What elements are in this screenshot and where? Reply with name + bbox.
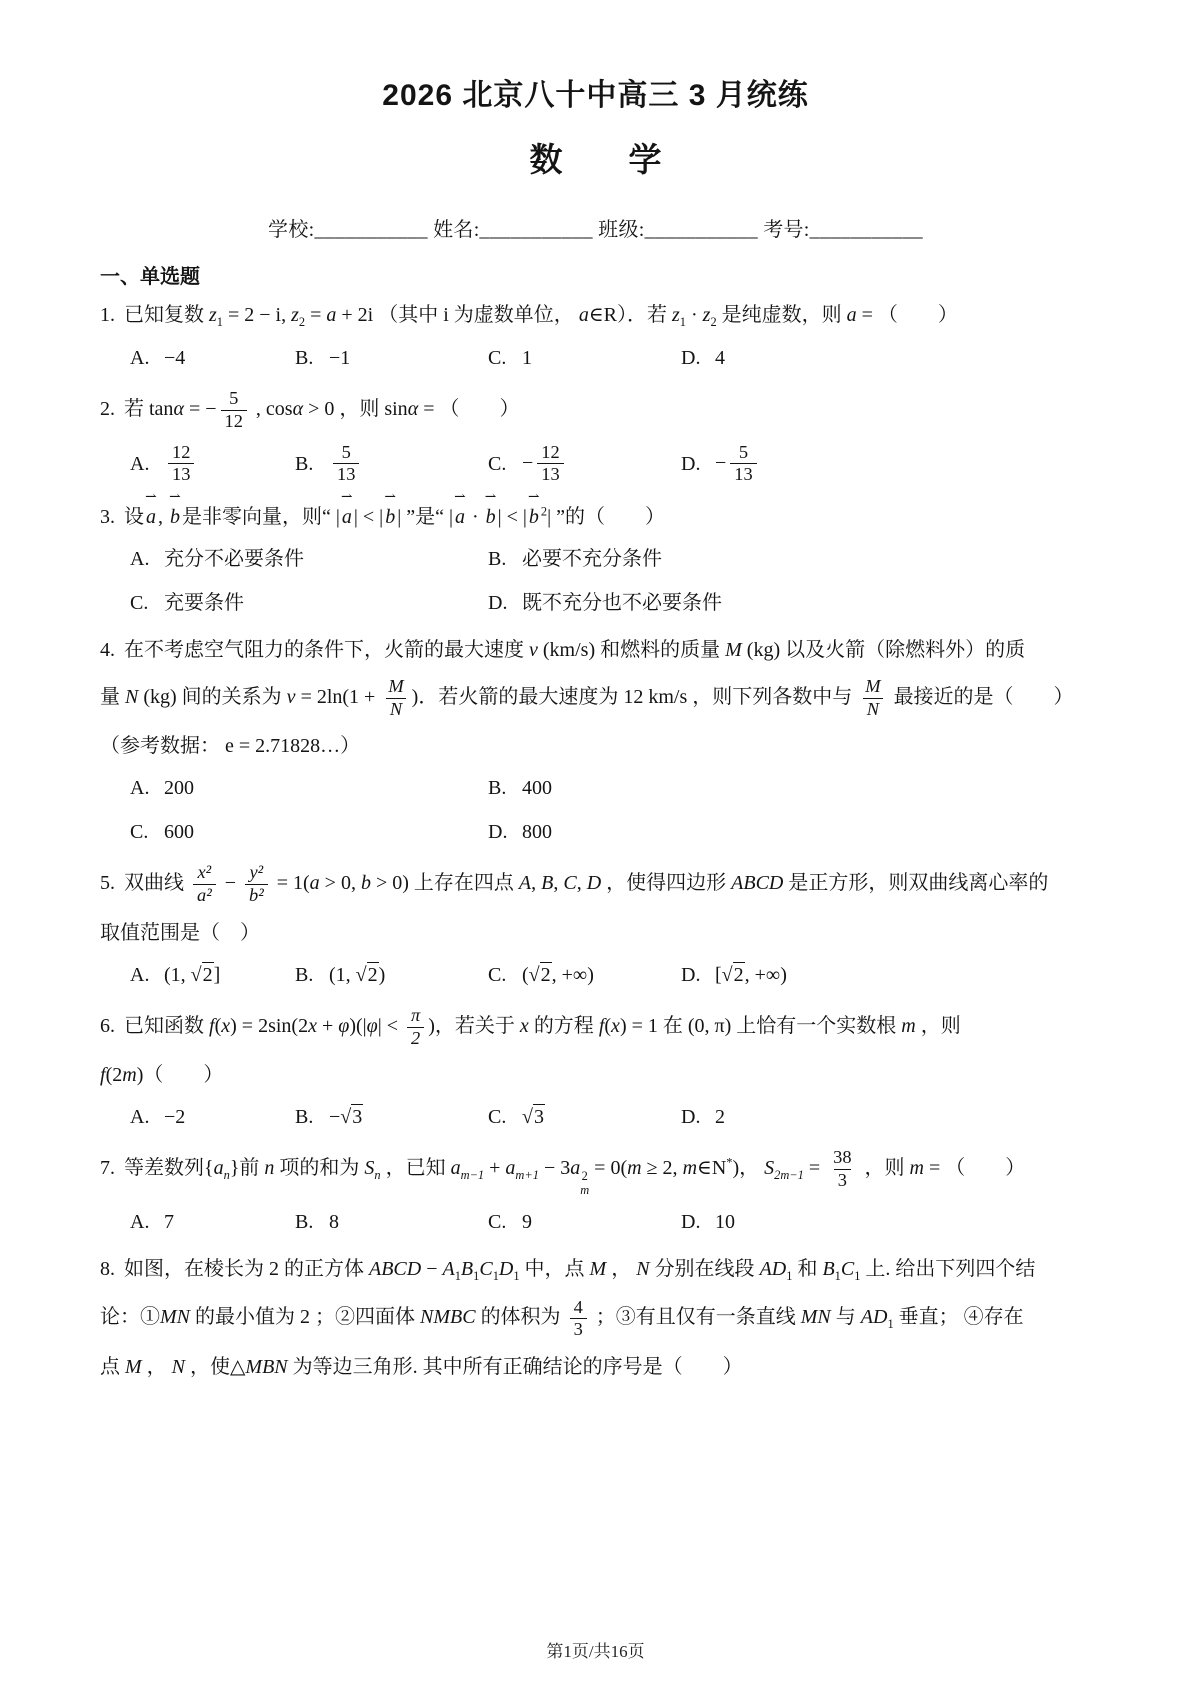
option-c — [488, 1206, 681, 1238]
option-label: D. — [681, 347, 701, 370]
option-text: √3 — [522, 1106, 544, 1129]
option-b — [488, 543, 1091, 575]
option-label: C. — [488, 347, 507, 370]
question-6 — [100, 1005, 1091, 1133]
option-a — [130, 543, 488, 575]
option-text: 7 — [164, 1211, 174, 1234]
option-text: 10 — [715, 1211, 735, 1234]
option-text: 200 — [164, 777, 194, 800]
question-6-options — [130, 1101, 1091, 1133]
option-label: B. — [488, 777, 507, 800]
option-text: 必要不充分条件 — [522, 547, 662, 570]
option-text: 4 — [715, 347, 725, 370]
option-label: C. — [488, 452, 507, 475]
question-8 — [100, 1252, 1091, 1384]
question-3-stem — [100, 490, 1091, 534]
option-label: D. — [488, 591, 508, 614]
question-5 — [100, 862, 1091, 990]
question-stem-text: 在不考虑空气阻力的条件下，火箭的最大速度 v (km/s) 和燃料的质量 M (kg) 以及火箭（除燃料外）的质 — [124, 638, 1026, 661]
question-1-options — [130, 342, 1091, 374]
option-label: C. — [130, 591, 149, 614]
option-b — [295, 342, 488, 374]
exam-title: 2026 北京八十中高三 3 月统练 — [382, 79, 809, 112]
option-text: [√2, +∞) — [715, 963, 787, 986]
question-stem-text: （参考数据： e = 2.71828…） — [100, 735, 361, 758]
question-6-stem-cont — [100, 1058, 1091, 1092]
option-d — [488, 816, 1091, 848]
question-stem-text: 取值范围是（ ） — [100, 921, 260, 944]
option-text: (√2, +∞) — [522, 963, 594, 986]
option-text: 充要条件 — [164, 591, 244, 614]
option-c — [488, 959, 681, 991]
option-d — [681, 959, 1091, 991]
option-label: A. — [130, 347, 150, 370]
option-label: D. — [681, 452, 701, 475]
question-2-stem — [100, 388, 1091, 432]
option-b — [488, 772, 1091, 804]
option-label: B. — [295, 347, 314, 370]
option-c — [488, 442, 681, 486]
option-c — [488, 1101, 681, 1133]
question-4-stem — [100, 633, 1091, 667]
option-text: − $\frac{12}{13}$ — [522, 442, 568, 486]
page-number: 第1页/共16页 — [546, 1642, 645, 1661]
option-a — [130, 1101, 295, 1133]
option-text: $\frac{5}{13}$ — [329, 442, 363, 486]
question-1 — [100, 298, 1091, 374]
option-label: A. — [130, 1211, 150, 1234]
section-heading: 一、单选题 — [100, 266, 200, 288]
option-text: − $\frac{5}{13}$ — [715, 442, 761, 486]
option-a — [130, 1206, 295, 1238]
question-6-stem — [100, 1005, 1091, 1049]
option-text: −2 — [164, 1106, 186, 1129]
question-stem-text: 量 N (kg) 间的关系为 v = 2ln(1 + $\frac{M}{N}$ )．若火箭的最大速度为 12 km/s ，则下列各数中与 $\frac{M}{N}$ 最接近的是（ ） — [100, 675, 1074, 719]
question-2 — [100, 388, 1091, 486]
option-text: 800 — [522, 821, 552, 844]
option-text: 既不充分也不必要条件 — [522, 591, 722, 614]
option-d — [681, 1101, 1091, 1133]
question-stem-text: f(2m)（ ） — [100, 1064, 224, 1087]
option-label: A. — [130, 777, 150, 800]
option-label: A. — [130, 1106, 150, 1129]
question-2-options — [130, 442, 1091, 486]
option-label: A. — [130, 452, 150, 475]
option-text: 600 — [164, 821, 194, 844]
option-text: −1 — [329, 347, 351, 370]
option-text: 400 — [522, 777, 552, 800]
question-7-stem — [100, 1147, 1091, 1197]
question-number: 6. — [100, 1014, 115, 1037]
option-c — [488, 342, 681, 374]
question-5-stem-cont — [100, 916, 1091, 950]
option-b — [295, 959, 488, 991]
option-text: $\frac{12}{13}$ — [164, 442, 198, 486]
question-8-stem — [100, 1252, 1091, 1287]
question-stem-text: 双曲线 $\frac{\text{x²}}{\text{a²}}$ − $\frac{\text{y²}}{\text{b²}}$ = 1(a > 0, b > 0) 上存在四点 A, B, C, D ，使得四边形 ABCD 是正方形，则双曲线离心率的 — [124, 862, 1049, 906]
question-stem-text: 点 M ， N ，使△MBN 为等边三角形. 其中所有正确结论的序号是（ ） — [100, 1355, 743, 1378]
option-a — [130, 442, 295, 486]
option-label: C. — [130, 821, 149, 844]
question-number: 3. — [100, 505, 115, 528]
option-text: −4 — [164, 347, 186, 370]
option-label: B. — [488, 547, 507, 570]
question-5-stem — [100, 862, 1091, 906]
student-info-line: 学校:___________ 姓名:___________ 班级:___________ 考号:___________ — [268, 219, 923, 241]
question-number: 5. — [100, 872, 115, 895]
question-stem-text: 已知函数 f(x) = 2sin(2x + φ)(|φ| < $\frac{\pi}{2}$ )，若关于 x 的方程 f(x) = 1 在 (0, π) 上恰有一个实数根 m ，则 — [124, 1004, 961, 1048]
option-text: 9 — [522, 1211, 532, 1234]
option-text: 充分不必要条件 — [164, 547, 304, 570]
question-number: 7. — [100, 1157, 115, 1180]
option-label: D. — [681, 1106, 701, 1129]
option-d — [488, 587, 1091, 619]
option-a — [130, 959, 295, 991]
question-number: 2. — [100, 397, 115, 420]
option-label: D. — [681, 963, 701, 986]
question-5-options — [130, 959, 1091, 991]
option-a — [130, 772, 488, 804]
question-7 — [100, 1147, 1091, 1238]
question-4-options — [130, 772, 1091, 848]
option-label: C. — [488, 1211, 507, 1234]
option-a — [130, 342, 295, 374]
option-text: −√3 — [329, 1106, 363, 1129]
option-label: C. — [488, 963, 507, 986]
question-stem-text: 已知复数 $z_1 = 2 - i$, $z_2 = a + 2i$ （其中 i 为虚数单位， a∈R）．若 $z_1 \cdot z_2$ 是纯虚数，则 a = （ ） — [124, 304, 958, 329]
option-d — [681, 1206, 1091, 1238]
question-3-options — [130, 543, 1091, 619]
question-number: 1. — [100, 304, 115, 326]
question-stem-text: 论：①MN 的最小值为 2 ；②四面体 NMBC 的体积为 $\frac{4}{3}$ ；③有且仅有一条直线 MN 与 $AD_1$ 垂直； ④存在 — [100, 1296, 1024, 1340]
option-text: (1, √2) — [329, 963, 386, 986]
option-text: 8 — [329, 1211, 339, 1234]
option-c — [130, 587, 488, 619]
option-label: D. — [681, 1211, 701, 1234]
question-4 — [100, 633, 1091, 848]
question-stem-text: 等差数列$\{a_n\}$前 n 项的和为 $S_n$ ，已知 $a_{m-1} + a_{m+1} - 3a$ 2 m = 0(m ≥ 2, m∈N*)， $S_{2m-1}$ = $\frac{38}{3}$ ，则 m = （ ） — [124, 1147, 1026, 1197]
option-label: A. — [130, 963, 150, 986]
question-stem-text: 若 tanα = − $\frac{5}{12}$ , cosα > 0 ，则 sinα = （ ） — [124, 388, 520, 431]
option-label: B. — [295, 963, 314, 986]
option-text: 1 — [522, 347, 532, 370]
question-4-stem-cont — [100, 676, 1091, 720]
question-8-stem-cont2 — [100, 1350, 1091, 1384]
question-stem-text: 如图，在棱长为 2 的正方体 ABCD − $A_1B_1C_1D_1$ 中，点 M ， N 分别在线段 $AD_1$ 和 $B_1C_1$ 上. 给出下列四个结 — [124, 1258, 1036, 1284]
question-4-reference-data — [100, 729, 1091, 763]
question-number: 4. — [100, 638, 115, 661]
question-number: 8. — [100, 1258, 115, 1281]
option-text: (1, √2] — [164, 963, 221, 986]
option-b — [295, 1101, 488, 1133]
option-label: B. — [295, 1106, 314, 1129]
question-8-stem-cont — [100, 1297, 1091, 1341]
option-label: C. — [488, 1106, 507, 1129]
option-b — [295, 1206, 488, 1238]
option-d — [681, 442, 1091, 486]
option-label: B. — [295, 452, 314, 475]
option-label: B. — [295, 1211, 314, 1234]
option-label: D. — [488, 821, 508, 844]
question-7-options — [130, 1206, 1091, 1238]
option-c — [130, 816, 488, 848]
option-text: 2 — [715, 1106, 725, 1129]
question-3 — [100, 490, 1091, 619]
option-d — [681, 342, 1091, 374]
option-label: A. — [130, 547, 150, 570]
subject-title: 数 学 — [529, 141, 662, 178]
question-1-stem — [100, 298, 1091, 333]
question-stem-text: 设 a ⇀ , b ⇀ 是非零向量，则“ | a ⇀ | < | b ⇀ | ”是“ | a ⇀ · b ⇀ | < | b ⇀ $^2$| ”的（ ） — [124, 490, 666, 528]
option-b — [295, 442, 488, 486]
